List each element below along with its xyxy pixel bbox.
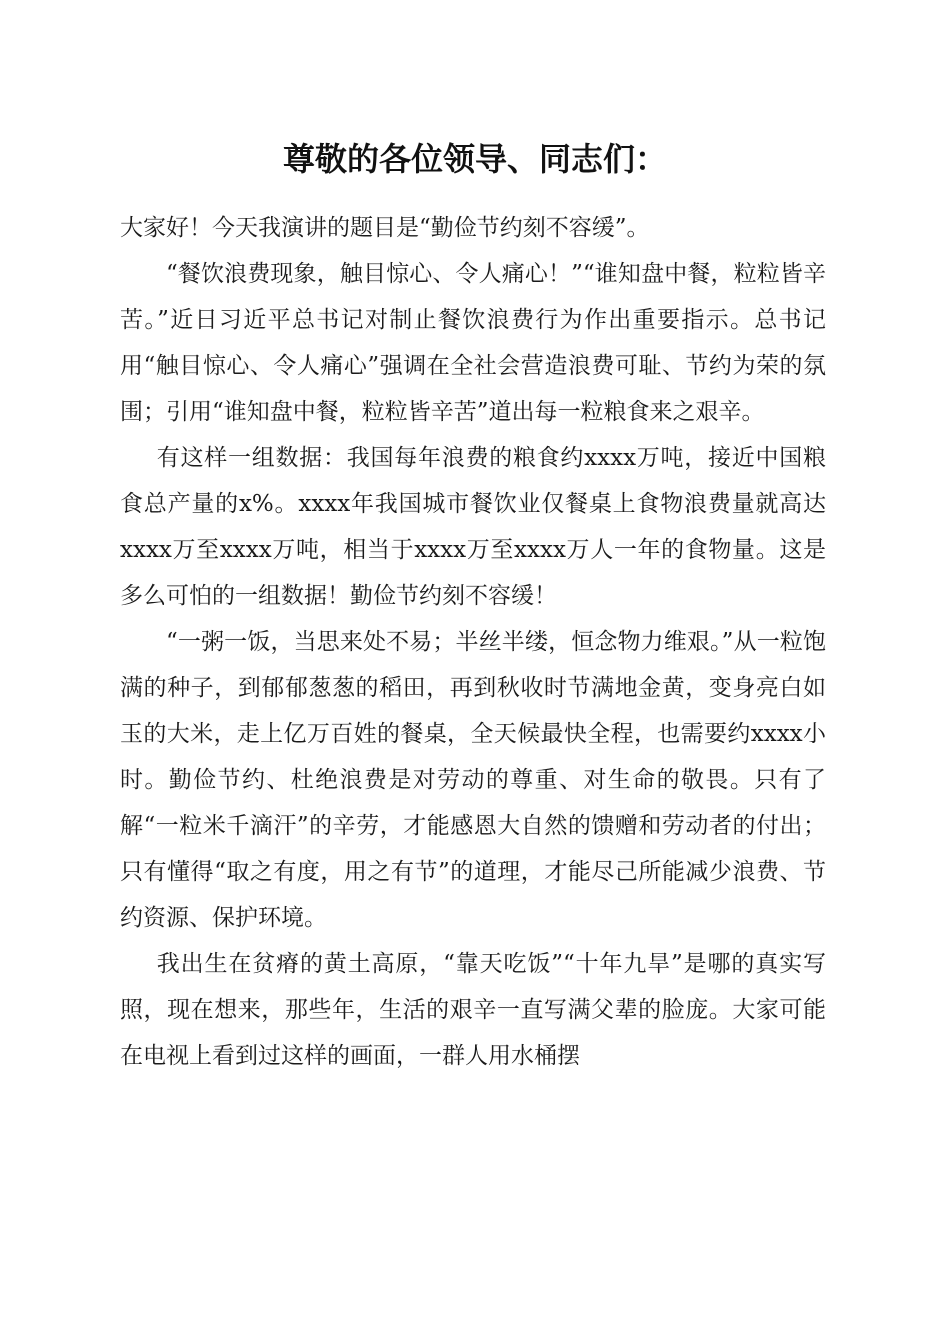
paragraph-data: 有这样一组数据：我国每年浪费的粮食约xxxx万吨，接近中国粮食总产量的x%。xxxx年我国城市餐饮业仅餐桌上食物浪费量就高达xxxx万至xxxx万吨，相当于xxxx万至xxxx万人一年的食物量。这是多么可怕的一组数据！勤俭节约刻不容缓！: [120, 445, 826, 609]
paragraph-personal-story: 我出生在贫瘠的黄土高原，“靠天吃饭”“十年九旱”是哪的真实写照，现在想来，那些年，生活的艰辛一直写满父辈的脸庞。大家可能在电视上看到过这样的画面，一群人用水桶摆: [120, 951, 826, 1069]
paragraph-greeting: 大家好！今天我演讲的题目是“勤俭节约刻不容缓”。: [120, 215, 650, 241]
paragraph-grain-journey: “一粥一饭，当思来处不易；半丝半缕，恒念物力维艰。”从一粒饱满的种子，到郁郁葱葱的稻田，再到秋收时节满地金黄，变身亮白如玉的大米，走上亿万百姓的餐桌，全天候最快全程，也需要约xxxx小时。勤俭节约、杜绝浪费是对劳动的尊重、对生命的敬畏。只有了解“一粒米千滴汗”的辛劳，才能感恩大自然的馈赠和劳动者的付出；只有懂得“取之有度，用之有节”的道理，才能尽己所能减少浪费、节约资源、保护环境。: [120, 629, 826, 931]
document-body: [120, 205, 826, 1079]
document-title: 尊敬的各位领导、同志们：: [282, 140, 667, 178]
paragraph-quote-instruction: “餐饮浪费现象，触目惊心、令人痛心！”“谁知盘中餐，粒粒皆辛苦。”近日习近平总书记对制止餐饮浪费行为作出重要指示。总书记用“触目惊心、令人痛心”强调在全社会营造浪费可耻、节约为荣的氛围；引用“谁知盘中餐，粒粒皆辛苦”道出每一粒粮食来之艰辛。: [120, 261, 826, 425]
